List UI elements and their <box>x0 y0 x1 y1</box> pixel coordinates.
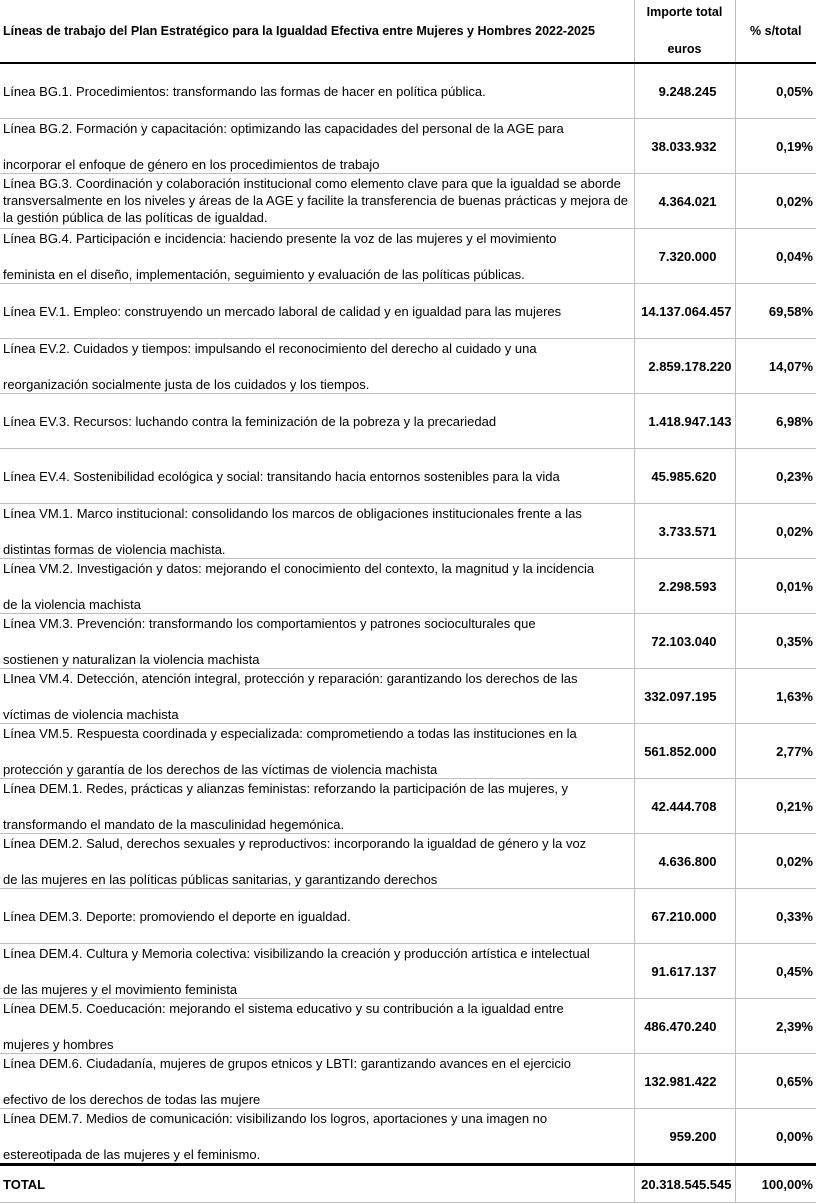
line-percent: 69,58% <box>735 284 816 339</box>
line-percent: 14,07% <box>735 339 816 394</box>
line-description-text: Línea BG.1. Procedimientos: transformando las formas de hacer en política pública. <box>3 84 486 99</box>
line-amount: 332.097.195 <box>634 669 735 724</box>
line-amount: 38.033.932 <box>634 119 735 174</box>
table-row <box>0 284 816 339</box>
total-row <box>0 1165 816 1203</box>
table-header-row <box>0 0 816 63</box>
table-row <box>0 394 816 449</box>
table-row <box>0 174 816 229</box>
line-description-continuation: de la violencia machista <box>3 597 142 612</box>
line-percent: 6,98% <box>735 394 816 449</box>
line-description-text: Línea VM.5. Respuesta coordinada y especializada: comprometiendo a todas las instituciones en la <box>3 726 577 741</box>
line-description <box>0 779 634 834</box>
table-row <box>0 559 816 614</box>
line-description-text: Línea EV.1. Empleo: construyendo un mercado laboral de calidad y en igualdad para las mujeres <box>3 304 562 319</box>
line-description-text: LInea VM.4. Detección, atención integral, protección y reparación: garantizando los derechos de las <box>3 671 578 686</box>
table-row <box>0 724 816 779</box>
line-description <box>0 284 634 339</box>
line-description <box>0 889 634 944</box>
line-percent: 0,23% <box>735 449 816 504</box>
line-amount: 91.617.137 <box>634 944 735 999</box>
table-row <box>0 669 816 724</box>
line-percent: 0,01% <box>735 559 816 614</box>
line-description <box>0 339 634 394</box>
line-description-text: Línea BG.4. Participación e incidencia: haciendo presente la voz de las mujeres y el movimiento <box>3 231 557 246</box>
line-amount: 486.470.240 <box>634 999 735 1054</box>
line-percent: 0,21% <box>735 779 816 834</box>
line-description-text: Línea DEM.2. Salud, derechos sexuales y reproductivos: incorporando la igualdad de género y la voz <box>3 836 587 851</box>
header-percent: % s/total <box>735 0 816 63</box>
line-description <box>0 229 634 284</box>
line-description-text: Línea DEM.7. Medios de comunicación: visibilizando los logros, aportaciones y una imagen no <box>3 1111 548 1126</box>
line-percent: 0,35% <box>735 614 816 669</box>
line-amount: 67.210.000 <box>634 889 735 944</box>
header-lines-title: Líneas de trabajo del Plan Estratégico para la Igualdad Efectiva entre Mujeres y Hombres 2022-2025 <box>0 0 634 63</box>
table-row <box>0 834 816 889</box>
line-description-text: Línea DEM.6. Ciudadanía, mujeres de grupos etnicos y LBTI: garantizando avances en el ejercicio <box>3 1056 571 1071</box>
line-description-continuation: efectivo de los derechos de todas las mujere <box>3 1092 261 1107</box>
line-description-text: Línea EV.4. Sostenibilidad ecológica y social: transitando hacia entornos sostenibles para la vida <box>3 469 560 484</box>
line-description-continuation: víctimas de violencia machista <box>3 707 179 722</box>
line-amount: 959.200 <box>634 1109 735 1165</box>
line-amount: 2.298.593 <box>634 559 735 614</box>
line-percent: 0,02% <box>735 834 816 889</box>
table-row <box>0 63 816 119</box>
line-description-continuation: de las mujeres en las políticas públicas sanitarias, y garantizando derechos <box>3 872 438 887</box>
table-row <box>0 779 816 834</box>
line-description-text: Línea VM.3. Prevención: transformando los comportamientos y patrones socioculturales que <box>3 616 536 631</box>
line-amount: 45.985.620 <box>634 449 735 504</box>
line-percent: 0,33% <box>735 889 816 944</box>
total-percent: 100,00% <box>735 1165 816 1203</box>
line-description-text: Línea BG.2. Formación y capacitación: optimizando las capacidades del personal de la AGE para <box>3 121 564 136</box>
line-description-continuation: feminista en el diseño, implementación, seguimiento y evaluación de las políticas públicas. <box>3 267 525 282</box>
line-amount: 9.248.245 <box>634 63 735 119</box>
line-description-text: Línea VM.2. Investigación y datos: mejorando el conocimiento del contexto, la magnitud y la incidencia <box>3 561 595 576</box>
table-row <box>0 1054 816 1109</box>
line-amount: 72.103.040 <box>634 614 735 669</box>
line-description <box>0 174 634 229</box>
line-description-text: Línea BG.3. Coordinación y colaboración institucional como elemento clave para que la igualdad se aborde transversalmente en los niveles y áreas de la AGE y facilite la transferencia de buenas prácticas y mejora de la gestión pública de las políticas de igualdad. <box>3 176 629 225</box>
line-description <box>0 669 634 724</box>
table-row <box>0 999 816 1054</box>
line-description-continuation: de las mujeres y el movimiento feminista <box>3 982 238 997</box>
line-amount: 561.852.000 <box>634 724 735 779</box>
line-amount: 3.733.571 <box>634 504 735 559</box>
total-amount: 20.318.545.545 <box>634 1165 735 1203</box>
table-row <box>0 229 816 284</box>
table-row <box>0 614 816 669</box>
line-percent: 0,02% <box>735 504 816 559</box>
line-description-continuation: distintas formas de violencia machista. <box>3 542 226 557</box>
line-amount: 2.859.178.220 <box>634 339 735 394</box>
line-percent: 2,77% <box>735 724 816 779</box>
line-description <box>0 614 634 669</box>
line-description <box>0 1109 634 1165</box>
line-percent: 0,19% <box>735 119 816 174</box>
line-description-continuation: mujeres y hombres <box>3 1037 114 1052</box>
line-percent: 0,65% <box>735 1054 816 1109</box>
line-description-text: Línea DEM.1. Redes, prácticas y alianzas feministas: reforzando la participación de las mujeres, y <box>3 781 569 796</box>
table-row <box>0 504 816 559</box>
line-description <box>0 504 634 559</box>
line-amount: 4.364.021 <box>634 174 735 229</box>
table-row <box>0 119 816 174</box>
line-description <box>0 724 634 779</box>
line-percent: 0,00% <box>735 1109 816 1165</box>
line-description-continuation: incorporar el enfoque de género en los procedimientos de trabajo <box>3 157 380 172</box>
table-body <box>0 63 816 1165</box>
line-description-continuation: sostienen y naturalizan la violencia machista <box>3 652 260 667</box>
line-description-text: Línea EV.2. Cuidados y tiempos: impulsando el reconocimiento del derecho al cuidado y una <box>3 341 537 356</box>
line-description-continuation: estereotipada de las mujeres y el feminismo. <box>3 1147 261 1162</box>
line-description-text: Línea DEM.3. Deporte: promoviendo el deporte en igualdad. <box>3 909 351 924</box>
line-description-continuation: transformando el mandato de la masculinidad hegemónica. <box>3 817 345 832</box>
total-label: TOTAL <box>0 1165 634 1203</box>
line-description-continuation: reorganización socialmente justa de los cuidados y los tiempos. <box>3 377 370 392</box>
line-description-continuation: protección y garantía de los derechos de las víctimas de violencia machista <box>3 762 438 777</box>
line-description <box>0 559 634 614</box>
line-description <box>0 449 634 504</box>
line-percent: 0,45% <box>735 944 816 999</box>
table-row <box>0 944 816 999</box>
line-percent: 2,39% <box>735 999 816 1054</box>
line-amount: 1.418.947.143 <box>634 394 735 449</box>
line-percent: 0,04% <box>735 229 816 284</box>
table-row <box>0 1109 816 1165</box>
line-percent: 1,63% <box>735 669 816 724</box>
line-description <box>0 63 634 119</box>
table-row <box>0 889 816 944</box>
line-description-text: Línea EV.3. Recursos: luchando contra la feminización de la pobreza y la precariedad <box>3 414 497 429</box>
line-description <box>0 1054 634 1109</box>
line-percent: 0,05% <box>735 63 816 119</box>
line-description <box>0 119 634 174</box>
line-amount: 7.320.000 <box>634 229 735 284</box>
table-row <box>0 339 816 394</box>
line-amount: 4.636.800 <box>634 834 735 889</box>
header-amount-line1: Importe total <box>646 5 723 19</box>
line-description-text: Línea VM.1. Marco institucional: consolidando los marcos de obligaciones institucionales frente a las <box>3 506 582 521</box>
header-amount-line2: euros <box>667 42 702 56</box>
line-amount: 14.137.064.457 <box>634 284 735 339</box>
line-description <box>0 834 634 889</box>
header-amount <box>634 0 735 63</box>
line-amount: 42.444.708 <box>634 779 735 834</box>
table-row <box>0 449 816 504</box>
line-description <box>0 394 634 449</box>
line-amount: 132.981.422 <box>634 1054 735 1109</box>
line-description <box>0 999 634 1054</box>
line-percent: 0,02% <box>735 174 816 229</box>
line-description <box>0 944 634 999</box>
line-description-text: Línea DEM.4. Cultura y Memoria colectiva: visibilizando la creación y producción artística e intelectual <box>3 946 590 961</box>
line-description-text: Línea DEM.5. Coeducación: mejorando el sistema educativo y su contribución a la igualdad entre <box>3 1001 564 1016</box>
